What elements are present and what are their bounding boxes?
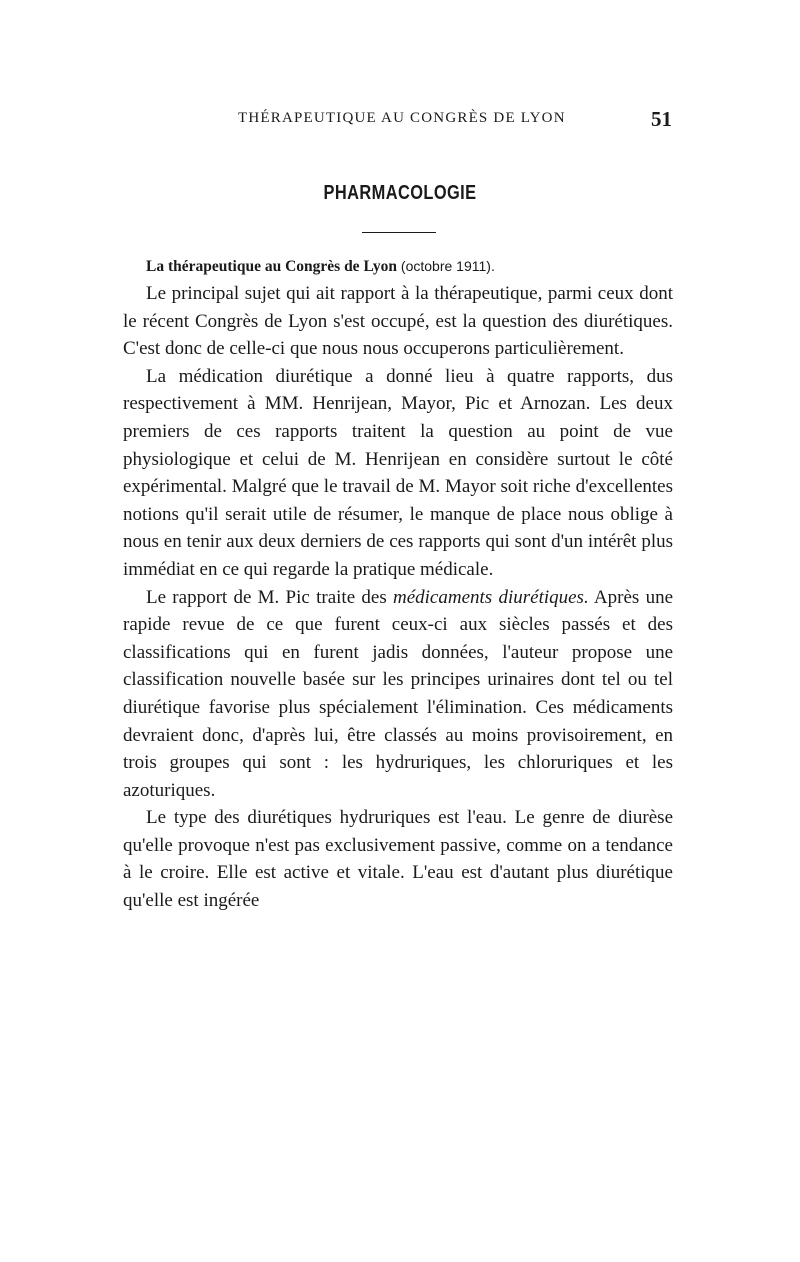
section-title: PHARMACOLOGIE — [323, 182, 477, 204]
title-divider — [362, 232, 436, 233]
page-number: 51 — [651, 107, 672, 131]
paragraph-3-italic: médicaments diurétiques. — [393, 586, 589, 608]
running-head — [122, 107, 674, 134]
paragraph-1: Le principal sujet qui ait rapport à la thérapeutique, parmi ceux dont le récent Congrès de Lyon s'est occupé, est la question des diurétiques. C'est donc de celle-ci que nous nous occuperons particulièrement. — [123, 283, 673, 360]
paragraph-3 — [123, 584, 673, 805]
article-heading-date: (octobre 1911). — [400, 258, 495, 274]
article-heading-title: La thérapeutique au Congrès de Lyon — [146, 258, 398, 275]
paragraph-4: Le type des diurétiques hydruriques est l'eau. Le genre de diurèse qu'elle provoque n'est pas exclusivement passive, comme on a tendance à le croire. Elle est active et vitale. L'eau est d'autant plus diurétique qu'elle est ingérée — [123, 807, 673, 912]
paragraph-2: La médication diurétique a donné lieu à quatre rapports, dus respectivement à MM. Henrijean, Mayor, Pic et Arnozan. Les deux premiers de ces rapports traitent la question au point de vue physiologique et celui de M. Henrijean en considère surtout le côté expérimental. Malgré que le travail de M. Mayor soit riche d'excellentes notions qu'il serait utile de résumer, le manque de place nous oblige à nous en tenir aux deux derniers de ces rapports qui sont d'un intérêt plus immédiat en ce qui regarde la pratique médicale. — [123, 365, 673, 580]
paragraph-3-rest: Après une rapide revue de ce que furent ceux-ci aux siècles passés et des classifications qui en furent jadis données, l'auteur propose une classification nouvelle basée sur les principes urinaires dont tel ou tel diurétique favorise plus spécialement l'élimination. Ces médicaments devraient donc, d'après lui, être classés au moins provisoirement, en trois groupes qui sont : les hydruriques, les chloruriques et les azoturiques. — [123, 586, 673, 801]
running-title: THÉRAPEUTIQUE AU CONGRÈS DE LYON — [238, 110, 566, 126]
paragraph-3-lead: Le rapport de M. Pic traite des — [146, 586, 393, 608]
article-body — [123, 280, 673, 915]
article-heading — [146, 258, 495, 276]
